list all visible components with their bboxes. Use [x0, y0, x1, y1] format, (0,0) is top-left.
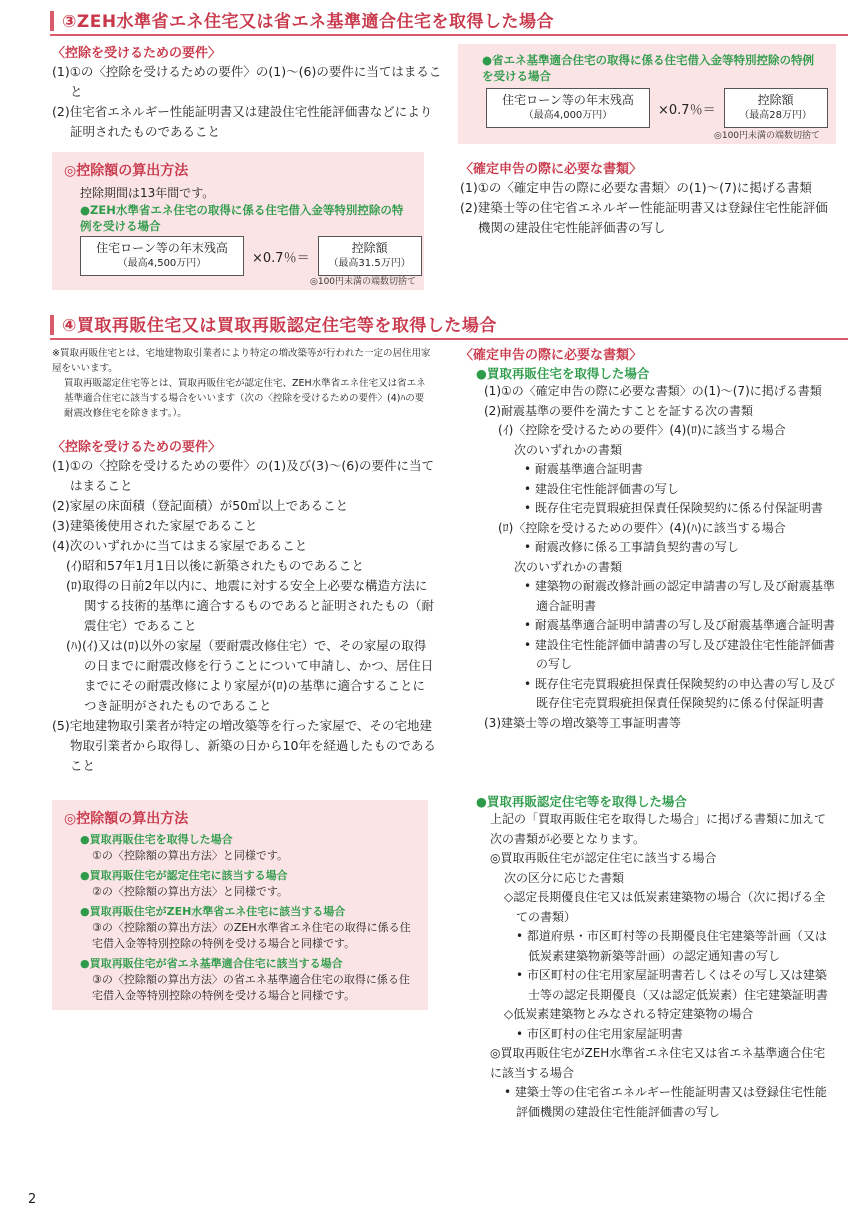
sec4-req-4-ha: (ﾊ)(ｲ)又は(ﾛ)以外の家屋（要耐震改修住宅）で、その家屋の取得の日までに耐震改修を行うことについて申請し、かつ、居住日までにその耐震改修により家屋が(ﾛ)の基準に適合することにつき証明がされたものであること [66, 638, 434, 713]
sec3-eco-head: ●省エネ基準適合住宅の取得に係る住宅借入金等特別控除の特例を受ける場合 [482, 53, 815, 83]
docs-a-item: • 耐震基準適合証明書 [524, 462, 643, 476]
docs-a-item: • 建設住宅性能評価申請書の写し及び建設住宅性能評価書の写し [524, 637, 835, 671]
sec3-calc-period: 控除期間は13年間です。 [80, 186, 215, 200]
eco-deduction-label: 控除額 [757, 93, 794, 107]
docs-a-item: • 建設住宅性能評価書の写し [524, 481, 679, 496]
docs-b-item: • 都道府県・市区町村等の長期優良住宅建築等計画（又は低炭素建築物新築等計画）の認定通知書の写し [516, 929, 827, 963]
sec4-calc-list [80, 832, 420, 1004]
sec4-docs-title: 〈確定申告の際に必要な書類〉 [460, 348, 643, 363]
sec3-doc-2: (2)建築士等の住宅省エネルギー性能証明書又は登録住宅性能評価機関の建設住宅性能評価書の写し [460, 200, 828, 235]
eco-balance-label: 住宅ローン等の年末残高 [502, 93, 634, 107]
page-number: 2 [28, 1192, 37, 1207]
sec4-req-5: (5)宅地建物取引業者が特定の増改築等を行った家屋で、その宅地建物取引業者から取得し、新築の日から10年を経過したものであること [52, 718, 436, 773]
eco-deduction-max: （最高28万円） [739, 110, 812, 121]
sec4-docs-a-list [484, 382, 836, 733]
sec3-docs-list [460, 178, 840, 238]
section4-heading [50, 312, 848, 340]
eco-deduction-box [724, 88, 828, 128]
calc-case-3-body: ③の〈控除額の算出方法〉のZEH水準省エネ住宅の取得に係る住宅借入金等特別控除の特例を受ける場合と同様です。 [92, 921, 411, 950]
docs-b-item: • 市区町村の住宅用家屋証明書 [516, 1026, 683, 1041]
docs-a-item: • 既存住宅売買瑕疵担保責任保険契約に係る付保証明書 [524, 501, 823, 515]
sec4-req-3: (3)建築後使用された家屋であること [52, 518, 258, 533]
zeh-deduction-box [318, 236, 422, 276]
sec4-calc-title: ◎控除額の算出方法 [64, 811, 189, 827]
section4-title: ④買取再販住宅又は買取再販認定住宅等を取得した場合 [62, 316, 497, 336]
calc-case-4-head: ●買取再販住宅が省エネ基準適合住宅に該当する場合 [80, 957, 343, 970]
sec4-req-title: 〈控除を受けるための要件〉 [52, 440, 222, 455]
docs-a-item: (3)建築士等の増改築等工事証明書等 [484, 715, 681, 730]
sec3-zeh-formula [80, 236, 422, 276]
docs-a-item: (1)①の〈確定申告の際に必要な書類〉の(1)～(7)に掲げる書類 [484, 384, 822, 398]
zeh-deduction-max: （最高31.5万円） [328, 258, 411, 269]
zeh-balance-max: （最高4,500万円） [117, 258, 207, 269]
docs-a-item: • 既存住宅売買瑕疵担保責任保険契約の申込書の写し及び既存住宅売買瑕疵担保責任保険契約に係る付保証明書 [524, 676, 835, 710]
sec3-req-list [52, 62, 442, 142]
sec3-docs-title: 〈確定申告の際に必要な書類〉 [460, 162, 643, 177]
docs-b-item: ◎買取再販住宅が認定住宅に該当する場合 [490, 851, 717, 865]
sec4-req-4-i: (ｲ)昭和57年1月1日以後に新築されたものであること [66, 558, 364, 573]
section3-title: ③ZEH水準省エネ住宅又は省エネ基準適合住宅を取得した場合 [62, 12, 555, 32]
sec3-req-2: (2)住宅省エネルギー性能証明書又は建設住宅性能評価書などにより証明されたものであること [52, 104, 433, 139]
sec4-calc-box [52, 800, 428, 1010]
sec3-calc-title: ◎控除額の算出方法 [64, 163, 189, 179]
calc-case-4-body: ③の〈控除額の算出方法〉の省エネ基準適合住宅の取得に係る住宅借入金等特別控除の特例を受ける場合と同様です。 [92, 973, 410, 1002]
docs-b-item: • 市区町村の住宅用家屋証明書若しくはその写し又は建築士等の認定長期優良（又は認定低炭素）住宅建築証明書 [516, 968, 829, 1002]
sec4-docs-a-head: ●買取再販住宅を取得した場合 [476, 366, 650, 381]
calc-case-1-body: ①の〈控除額の算出方法〉と同様です。 [92, 849, 288, 862]
docs-a-item: (ﾛ)〈控除を受けるための要件〉(4)(ﾊ)に該当する場合 [498, 520, 786, 535]
sec3-eco-formula [486, 88, 828, 128]
sec4-req-1: (1)①の〈控除を受けるための要件〉の(1)及び(3)～(6)の要件に当てはまること [52, 458, 435, 493]
zeh-operator: ×0.7％＝ [252, 250, 310, 266]
sec4-note-2: 買取再販認定住宅等とは、買取再販住宅が認定住宅、ZEH水準省エネ住宅又は省エネ基準適合住宅に該当する場合をいいます（次の〈控除を受けるための要件〉(4)ﾊの要耐震改修住宅を除きます。）。 [64, 378, 426, 419]
docs-a-item: (ｲ)〈控除を受けるための要件〉(4)(ﾛ)に該当する場合 [498, 423, 786, 437]
section3-heading [50, 8, 848, 36]
docs-b-item: ◎買取再販住宅がZEH水準省エネ住宅又は省エネ基準適合住宅に該当する場合 [490, 1046, 826, 1080]
docs-b-item: • 建築士等の住宅省エネルギー性能証明書又は登録住宅性能評価機関の建設住宅性能評価書の写し [504, 1085, 827, 1119]
docs-b-item: ◇低炭素建築物とみなされる特定建築物の場合 [504, 1007, 754, 1021]
eco-operator: ×0.7％＝ [658, 102, 716, 118]
calc-case-2-head: ●買取再販住宅が認定住宅に該当する場合 [80, 869, 288, 882]
docs-a-item: • 耐震改修に係る工事請負契約書の写し [524, 540, 739, 554]
sec4-req-4: (4)次のいずれかに当てはまる家屋であること [52, 538, 308, 553]
sec4-docs-b-list [484, 810, 836, 1122]
heading-bar [50, 11, 54, 31]
calc-case-2-body: ②の〈控除額の算出方法〉と同様です。 [92, 885, 288, 898]
zeh-deduction-label: 控除額 [351, 241, 388, 255]
sec4-req-4-ro: (ﾛ)取得の日前2年以内に、地震に対する安全上必要な構造方法に関する技術的基準に適合するものであると証明されたもの（耐震住宅）であること [66, 578, 435, 633]
sec4-note-1: ※買取再販住宅とは、宅地建物取引業者により特定の増改築等が行われた一定の居住用家屋をいいます。 [52, 348, 431, 374]
sec3-doc-1: (1)①の〈確定申告の際に必要な書類〉の(1)～(7)に掲げる書類 [460, 180, 812, 195]
eco-note: ◎100円未満の端数切捨て [714, 131, 821, 141]
docs-b-item: 次の区分に応じた書類 [504, 870, 625, 885]
zeh-balance-box [80, 236, 244, 276]
docs-a-item: • 建築物の耐震改修計画の認定申請書の写し及び耐震基準適合証明書 [524, 579, 835, 613]
sec3-zeh-head: ●ZEH水準省エネ住宅の取得に係る住宅借入金等特別控除の特例を受ける場合 [80, 203, 404, 233]
sec4-req-2: (2)家屋の床面積（登記面積）が50㎡以上であること [52, 498, 349, 513]
heading-bar [50, 315, 54, 335]
sec4-docs-b-head: ●買取再販認定住宅等を取得した場合 [476, 794, 687, 809]
sec3-calc-box [52, 152, 424, 290]
sec3-req-title: 〈控除を受けるための要件〉 [52, 46, 222, 61]
docs-a-item: (2)耐震基準の要件を満たすことを証する次の書類 [484, 403, 753, 418]
sec3-eco-box [458, 44, 836, 144]
docs-a-item: 次のいずれかの書類 [514, 442, 623, 457]
eco-balance-box [486, 88, 650, 128]
sec4-notes [52, 346, 432, 421]
sec3-req-1: (1)①の〈控除を受けるための要件〉の(1)～(6)の要件に当てはまること [52, 64, 442, 99]
zeh-balance-label: 住宅ローン等の年末残高 [96, 241, 228, 255]
docs-b-item: 上記の「買取再販住宅を取得した場合」に掲げる書類に加えて次の書類が必要となります。 [490, 812, 827, 846]
calc-case-1-head: ●買取再販住宅を取得した場合 [80, 833, 233, 846]
calc-case-3-head: ●買取再販住宅がZEH水準省エネ住宅に該当する場合 [80, 905, 346, 918]
eco-balance-max: （最高4,000万円） [523, 110, 613, 121]
docs-a-item: 次のいずれかの書類 [514, 559, 623, 574]
zeh-note: ◎100円未満の端数切捨て [310, 277, 417, 287]
docs-a-item: • 耐震基準適合証明申請書の写し及び耐震基準適合証明書 [524, 618, 835, 632]
sec4-req-list [52, 456, 436, 776]
docs-b-item: ◇認定長期優良住宅又は低炭素建築物の場合（次に掲げる全ての書類） [504, 890, 826, 924]
